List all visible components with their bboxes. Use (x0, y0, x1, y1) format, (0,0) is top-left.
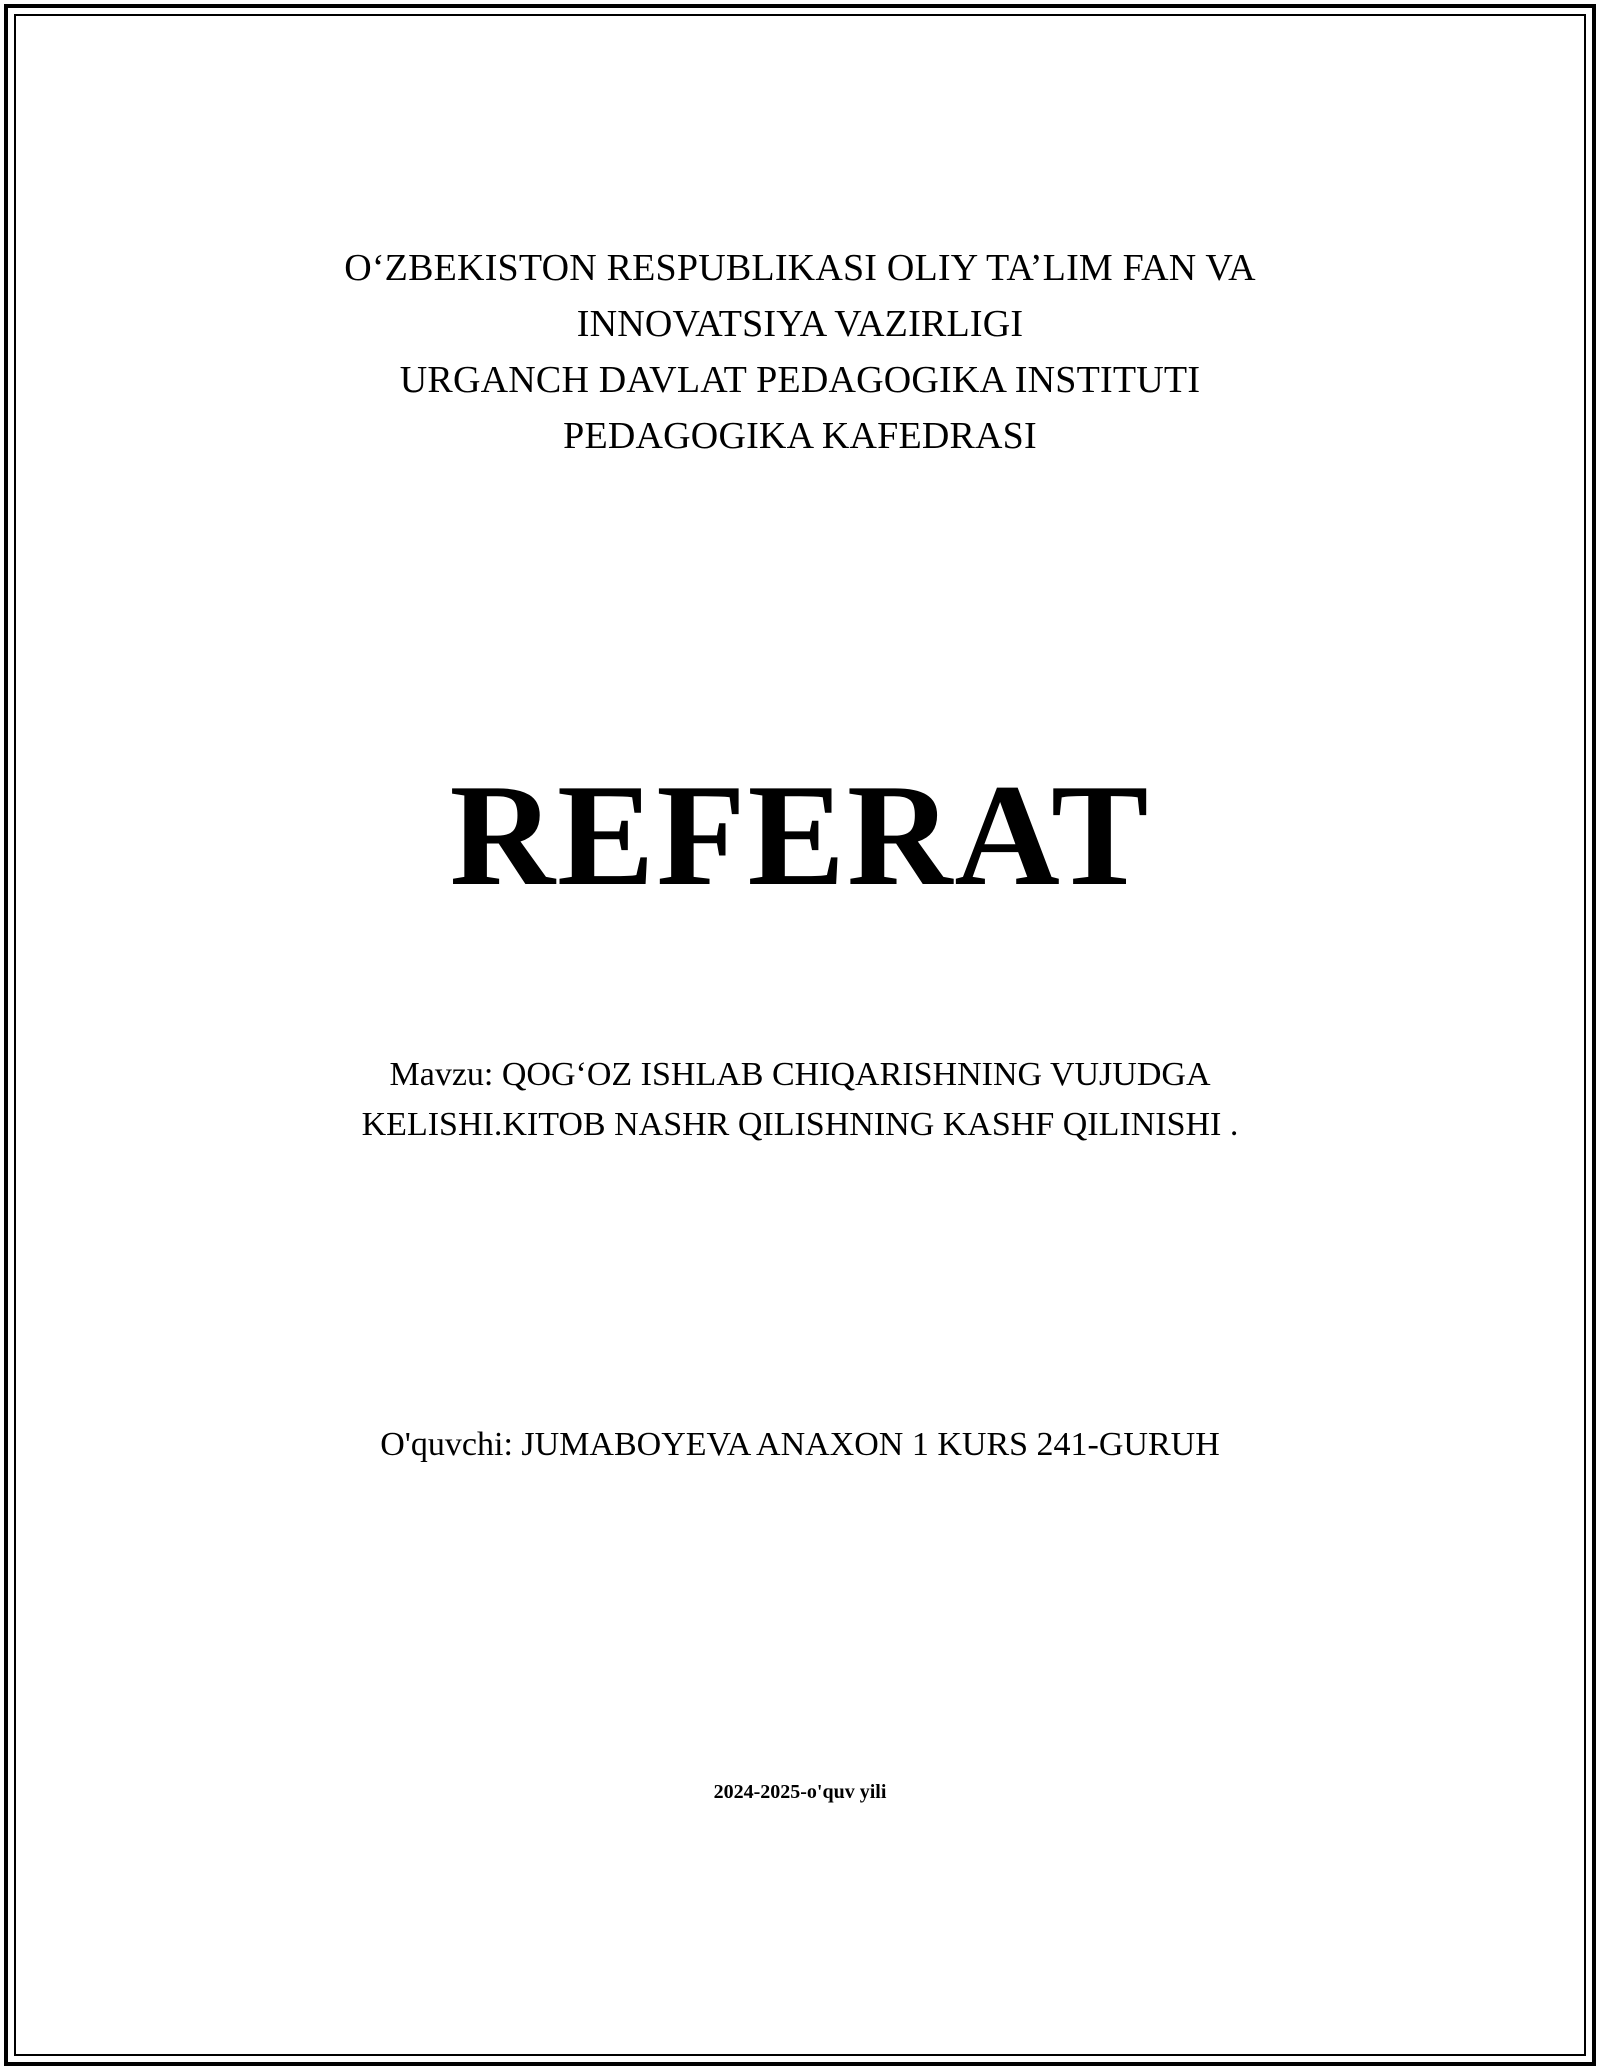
institution-header (0, 240, 1600, 464)
topic-line-2: KELISHI.KITOB NASHR QILISHNING KASHF QILINISHI . (361, 1106, 1239, 1143)
document-title: REFERAT (449, 754, 1151, 916)
topic-line-1: Mavzu: QOG‘OZ ISHLAB CHIQARISHNING VUJUDGA (389, 1056, 1211, 1093)
header-line-department: PEDAGOGIKA KAFEDRASI (563, 415, 1037, 457)
header-line-ministry-cont: INNOVATSIYA VAZIRLIGI (576, 303, 1024, 345)
academic-year: 2024-2025-o'quv yili (713, 1781, 887, 1803)
header-line-ministry: O‘ZBEKISTON RESPUBLIKASI OLIY TA’LIM FAN VA (344, 247, 1256, 289)
student-info: O'quvchi: JUMABOYEVA ANAXON 1 KURS 241-GURUH (380, 1426, 1220, 1463)
topic-block (0, 1050, 1600, 1150)
header-line-institute: URGANCH DAVLAT PEDAGOGIKA INSTITUTI (399, 359, 1201, 401)
